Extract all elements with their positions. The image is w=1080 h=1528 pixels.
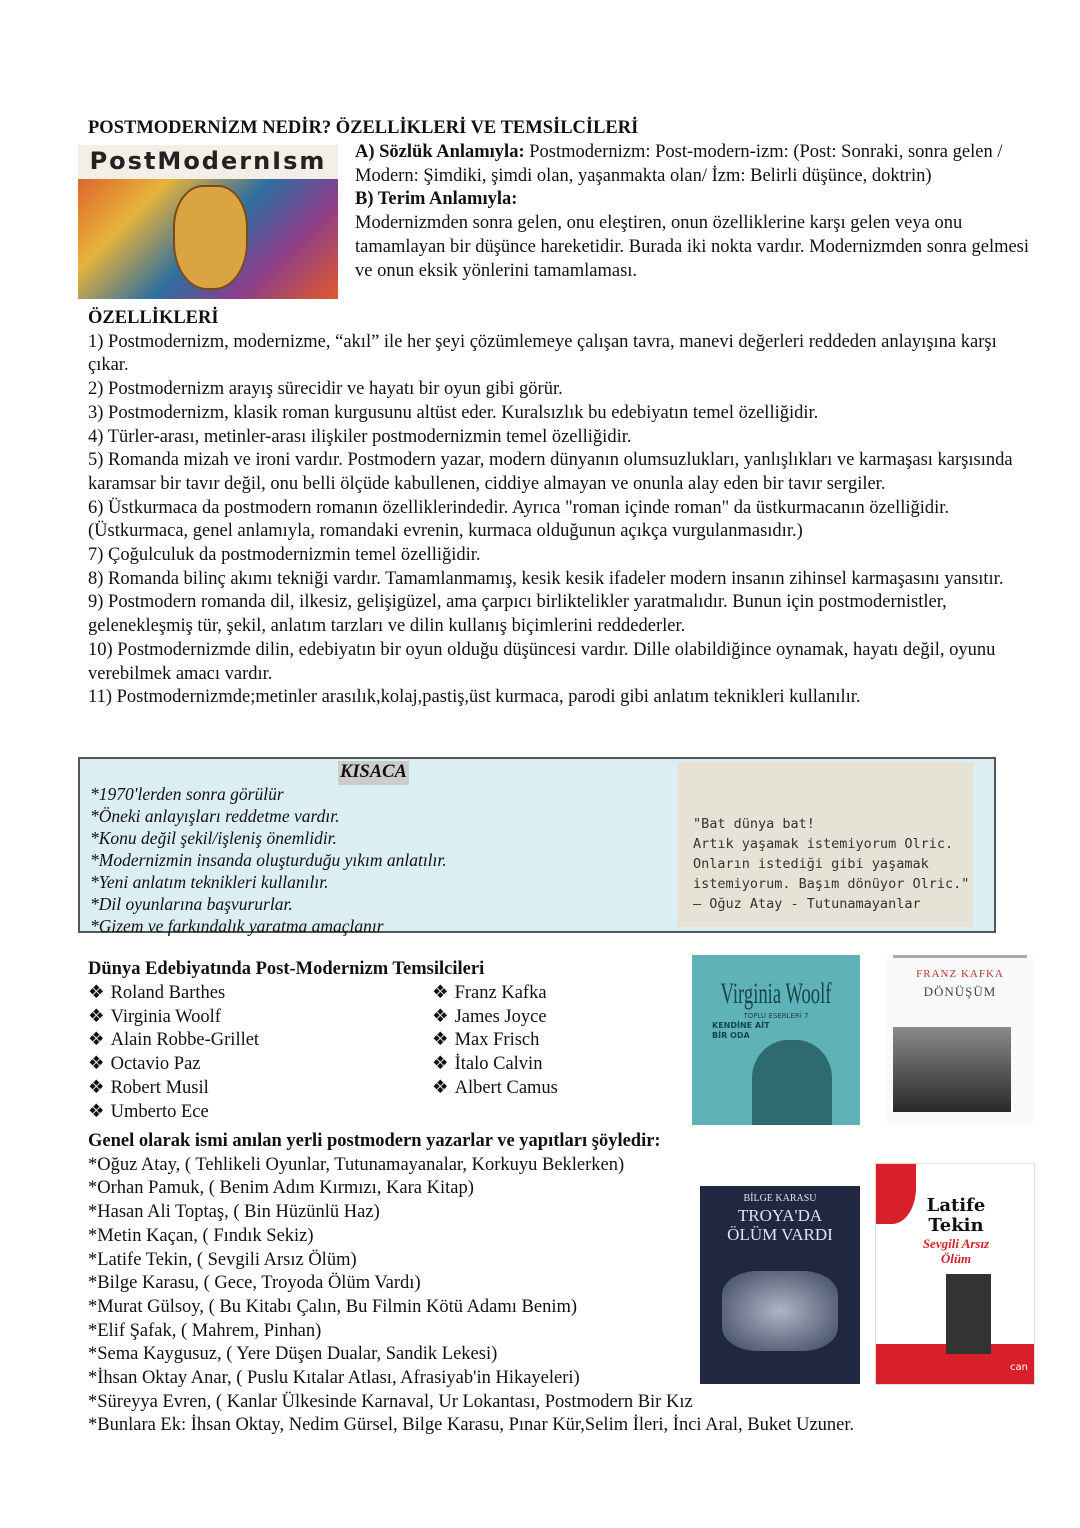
postmodernism-logo: PostModernIsm: [78, 145, 338, 179]
bullet-icon: ❖: [88, 1030, 105, 1051]
feature-item: 10) Postmodernizmde dilin, edebiyatın bir oyun olduğu düşüncesi vardır. Dille olabildiğince oynamak, hayatı değil, oyunu verebilmek amacı vardır.: [88, 639, 996, 684]
local-author-item: *Süreyya Evren, ( Kanlar Ülkesinde Karnaval, Ur Lokantası, Postmodern Bir Kız: [88, 1391, 693, 1412]
local-author-item: *Bunlara Ek: İhsan Oktay, Nedim Gürsel, Bilge Karasu, Pınar Kür,Selim İleri, İnci Aral, Buket Uzuner.: [88, 1415, 855, 1436]
feature-item: 1) Postmodernizm, modernizme, “akıl” ile her şeyi çözümlemeye çalışan tavra, manevi değerleri reddeden anlayışına karşı çıkar.: [88, 331, 997, 376]
author-item: [88, 1101, 259, 1125]
author-name: Roland Barthes: [110, 983, 226, 1003]
feature-item: 4) Türler-arası, metinler-arası ilişkiler postmodernizmin temel özelliğidir.: [88, 426, 632, 447]
author-item: [88, 1029, 259, 1053]
local-author-item: *Sema Kaygusuz, ( Yere Düşen Dualar, Sandik Lekesi): [88, 1344, 498, 1365]
local-author-item: *Orhan Pamuk, ( Benim Adım Kırmızı, Kara Kitap): [88, 1178, 474, 1199]
feature-item: 6) Üstkurmaca da postmodern romanın özelliklerindedir. Ayrıca "roman içinde roman" da üstkurmacanın özelliğidir. (Üstkurmaca, genel anlamıyla, romandaki evrenin, kurmaca olduğunun açıkça vurgulanmasıdır.): [88, 497, 950, 542]
term-text: Modernizmden sonra gelen, onu eleştiren, onun özelliklerine karşı gelen veya onu tamamlayan bir düşünce hareketidir. Burada iki nokta vardır. Modernizmden sonra gelmesi ve onun eksik yönlerini tamamlaması.: [355, 213, 1030, 281]
author-name: Alain Robbe-Grillet: [110, 1030, 260, 1051]
local-author-item: *Bilge Karasu, ( Gece, Troyoda Ölüm Vardı): [88, 1273, 421, 1294]
local-author-item: *İhsan Oktay Anar, ( Puslu Kıtalar Atlası, Afrasiyab'in Hikayeleri): [88, 1368, 580, 1389]
feature-item: 8) Romanda bilinç akımı tekniği vardır. Tamamlanmamış, kesik kesik ifadeler modern insanın zihinsel karmaşasını yansıtır.: [88, 568, 1004, 589]
features-heading: ÖZELLİKLERİ: [88, 308, 219, 328]
definitions: [355, 141, 1035, 283]
bullet-icon: ❖: [432, 1006, 449, 1027]
quote-line: Onların istediği gibi yaşamak: [693, 856, 929, 872]
local-author-item: *Elif Şafak, ( Mahrem, Pinhan): [88, 1320, 322, 1341]
book-cover-kafka: [887, 955, 1033, 1125]
book-cover-tekin: [875, 1163, 1035, 1385]
face-artwork: [173, 185, 248, 290]
feature-item: 2) Postmodernizm arayış sürecidir ve hayatı bir oyun gibi görür.: [88, 379, 563, 400]
summary-item: *Gizem ve farkındalık yaratma amaçlanır: [90, 916, 384, 936]
quote-line: istemiyorum. Başım dönüyor Olric.": [693, 876, 970, 892]
author-item: [88, 982, 259, 1006]
feature-item: 7) Çoğulculuk da postmodernizmin temel özelliğidir.: [88, 545, 481, 566]
quote-line: "Bat dünya bat!: [693, 816, 815, 832]
bullet-icon: ❖: [88, 1077, 105, 1098]
local-author-item: *Oğuz Atay, ( Tehlikeli Oyunlar, Tutunamayanalar, Korkuyu Beklerken): [88, 1154, 625, 1175]
feature-item: 3) Postmodernizm, klasik roman kurgusunu altüst eder. Kuralsızlık bu edebiyatın temel özelliğidir.: [88, 402, 819, 423]
bullet-icon: ❖: [88, 1054, 105, 1075]
cover-title: KENDİNE AİT BİR ODA: [712, 1021, 770, 1040]
local-author-item: *Latife Tekin, ( Sevgili Arsız Ölüm): [88, 1249, 357, 1270]
feature-item: 11) Postmodernizmde;metinler arasılık,kolaj,pastiş,üst kurmaca, parodi gibi anlatım teknikleri kullanılır.: [88, 687, 861, 708]
author-name: Virginia Woolf: [110, 1006, 221, 1027]
cover-publisher: can: [1010, 1362, 1028, 1374]
local-author-item: *Hasan Ali Toptaş, ( Bin Hüzünlü Haz): [88, 1202, 380, 1223]
world-heading: Dünya Edebiyatında Post-Modernizm Temsilcileri: [88, 959, 485, 979]
author-item: [88, 1006, 259, 1030]
author-item: [432, 982, 558, 1006]
feature-item: 5) Romanda mizah ve ironi vardır. Postmodern yazar, modern dünyanın olumsuzlukları, yanlışlıkları ve karmaşası karşısında karamsar bir tavır değil, onu belli ölçüde kabullenen, ciddiye almayan ve onunla alay eden bir tavır sergiler.: [88, 450, 1013, 494]
author-item: [432, 1077, 558, 1101]
cover-author: Latife Tekin: [926, 1195, 986, 1236]
bullet-icon: ❖: [432, 1030, 449, 1051]
world-list-left: [88, 982, 259, 1124]
cover-title: TROYA'DA ÖLÜM VARDI: [727, 1206, 833, 1244]
summary-item: *Yeni anlatım teknikleri kullanılır.: [90, 872, 329, 892]
summary-item: *Modernizmin insanda oluşturduğu yıkım anlatılır.: [90, 850, 447, 870]
author-name: Robert Musil: [110, 1077, 209, 1098]
cover-title: Sevgili Arsız Ölüm: [922, 1236, 990, 1266]
author-item: [432, 1029, 558, 1053]
author-name: Octavio Paz: [110, 1054, 201, 1075]
summary-box: [78, 757, 996, 936]
features-section: [88, 307, 1038, 710]
bullet-icon: ❖: [88, 983, 105, 1003]
local-authors: [88, 1130, 854, 1438]
summary-heading: KISACA: [338, 761, 409, 785]
quote-line: Artık yaşamak istemiyorum Olric.: [693, 836, 954, 852]
feature-item: 9) Postmodern romanda dil, ilkesiz, gelişigüzel, ama çarpıcı birliktelikler yaratmalıdır. Bunun için postmodernistler, gelenekleşmiş tür, şekil, anlatım tarzları ve dilin kullanış biçimlerini reddederler.: [88, 592, 947, 637]
local-author-item: *Metin Kaçan, ( Fındık Sekiz): [88, 1225, 314, 1246]
bullet-icon: ❖: [432, 1054, 449, 1075]
book-cover-woolf: [692, 955, 860, 1125]
quote-image: [677, 762, 973, 927]
summary-item: *Dil oyunlarına başvururlar.: [90, 894, 293, 914]
author-name: James Joyce: [454, 1006, 547, 1027]
cover-author: BİLGE KARASU: [743, 1193, 817, 1204]
author-item: [432, 1053, 558, 1077]
author-name: Max Frisch: [454, 1030, 540, 1051]
cover-author: FRANZ KAFKA: [916, 968, 1004, 980]
author-name: Franz Kafka: [454, 983, 547, 1003]
author-name: Umberto Ece: [110, 1101, 209, 1122]
summary-item: *Konu değil şekil/işleniş önemlidir.: [90, 828, 337, 848]
local-heading: Genel olarak ismi anılan yerli postmodern yazarlar ve yapıtları şöyledir:: [88, 1131, 661, 1151]
cover-title: DÖNÜŞÜM: [923, 984, 997, 999]
world-list-right: [432, 982, 558, 1101]
postmodernism-illustration: [78, 145, 338, 299]
local-author-item: *Murat Gülsoy, ( Bu Kitabı Çalın, Bu Filmin Kötü Adamı Benim): [88, 1296, 578, 1317]
cover-series: TOPLU ESERLERİ 7: [743, 1012, 809, 1020]
summary-item: *Öneki anlayışları reddetme vardır.: [90, 806, 340, 826]
dictionary-label: A) Sözlük Anlamıyla:: [355, 142, 525, 162]
dictionary-text: Postmodernizm: Post-modern-izm: (Post: Sonraki, sonra gelen / Modern: Şimdiki, şimdi olan, yaşanmakta olan/ İzm: Belirli düşünce, doktrin): [355, 142, 1003, 186]
author-name: İtalo Calvin: [454, 1054, 543, 1075]
author-name: Albert Camus: [454, 1077, 558, 1098]
cover-author: Virginia Woolf: [720, 977, 832, 1010]
author-item: [88, 1053, 259, 1077]
author-item: [88, 1077, 259, 1101]
bullet-icon: ❖: [88, 1006, 105, 1027]
quote-line: — Oğuz Atay - Tutunamayanlar: [693, 896, 921, 912]
summary-item: *1970'lerden sonra görülür: [90, 784, 284, 804]
bullet-icon: ❖: [88, 1101, 105, 1122]
author-item: [432, 1006, 558, 1030]
page-title: POSTMODERNİZM NEDİR? ÖZELLİKLERİ VE TEMSİLCİLERİ: [88, 118, 639, 138]
term-label: B) Terim Anlamıyla:: [355, 189, 518, 210]
bullet-icon: ❖: [432, 983, 449, 1003]
bullet-icon: ❖: [432, 1077, 449, 1098]
